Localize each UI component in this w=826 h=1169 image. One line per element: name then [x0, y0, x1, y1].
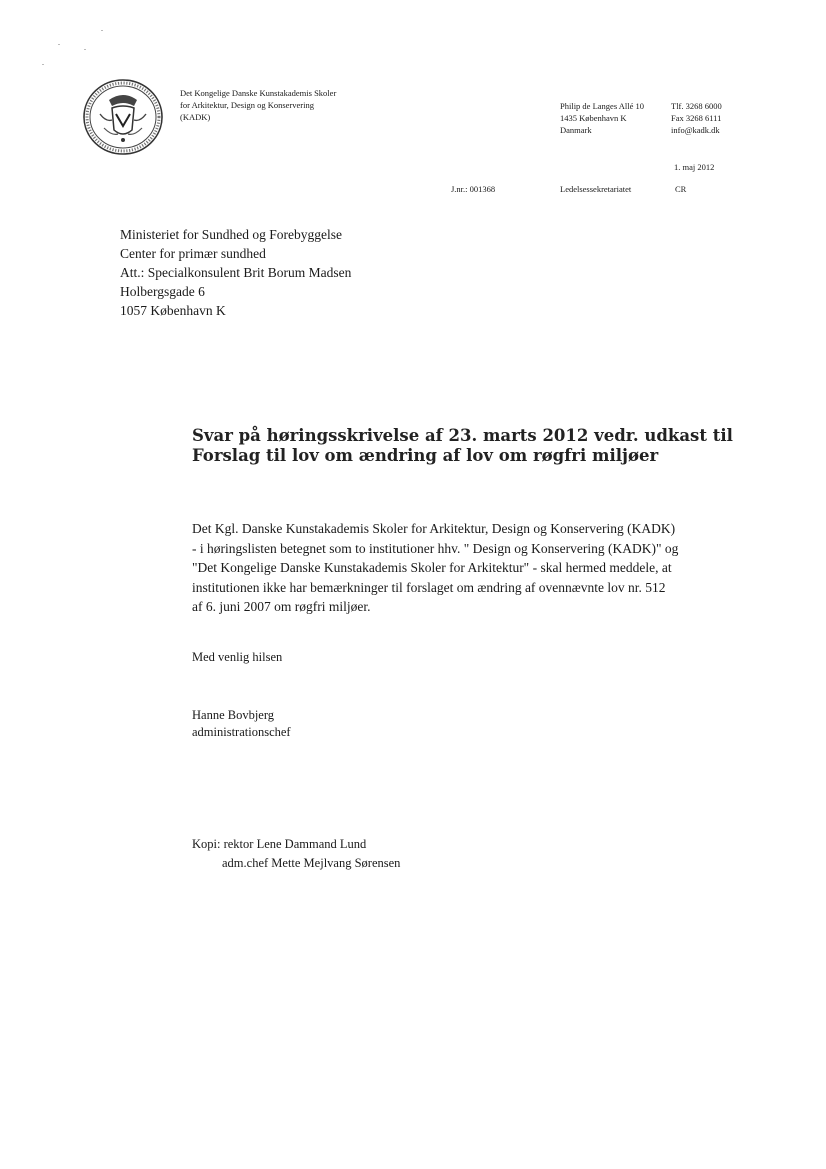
signature-title: administrationschef [192, 725, 291, 739]
institution-name [180, 87, 336, 123]
recipient-line: Ministeriet for Sundhed og Forebyggelse [120, 227, 342, 242]
body-line: "Det Kongelige Danske Kunstakademis Skoler for Arkitektur" - skal hermed meddele, at [192, 560, 672, 575]
postal-address [560, 100, 644, 136]
letter-date: 1. maj 2012 [674, 162, 715, 172]
kadk-seal-logo [82, 78, 164, 156]
body-line: af 6. juni 2007 om røgfri miljøer. [192, 599, 371, 614]
address-line: 1435 København K [560, 113, 627, 123]
signature-block [192, 707, 291, 741]
letter-title [192, 426, 733, 466]
phone-line: Tlf. 3268 6000 [671, 101, 722, 111]
recipient-line: 1057 København K [120, 303, 226, 318]
body-line: - i høringslisten betegnet som to institutioner hhv. " Design og Konservering (KADK)" og [192, 540, 679, 556]
sender-initials: CR [675, 184, 687, 194]
title-line: Svar på høringsskrivelse af 23. marts 2012 vedr. udkast til [192, 426, 733, 445]
letter-body [192, 519, 732, 617]
department: Ledelsessekretariatet [560, 184, 632, 194]
copy-recipients [192, 835, 400, 873]
email-line: info@kadk.dk [671, 125, 720, 135]
institution-line: Det Kongelige Danske Kunstakademis Skoler [180, 88, 337, 98]
copy-line: adm.chef Mette Mejlvang Sørensen [222, 856, 401, 870]
scan-speck [84, 49, 86, 50]
recipient-line: Holbergsgade 6 [120, 284, 205, 299]
contact-info [671, 100, 722, 136]
address-line: Philip de Langes Allé 10 [560, 101, 645, 111]
scan-speck [42, 64, 44, 65]
journal-number: J.nr.: 001368 [451, 184, 496, 194]
scan-speck [58, 44, 60, 45]
title-line: Forslag til lov om ændring af lov om røgfri miljøer [192, 446, 659, 465]
address-line: Danmark [560, 125, 592, 135]
body-line: institutionen ikke har bemærkninger til forslaget om ændring af ovennævnte lov nr. 512 [192, 579, 666, 595]
institution-line: (KADK) [180, 112, 211, 122]
recipient-address [120, 225, 351, 320]
scan-speck [101, 30, 103, 31]
signature-name: Hanne Bovbjerg [192, 708, 275, 722]
recipient-line: Center for primær sundhed [120, 246, 266, 261]
institution-line: for Arkitektur, Design og Konservering [180, 100, 314, 110]
fax-line: Fax 3268 6111 [671, 113, 722, 123]
recipient-line: Att.: Specialkonsulent Brit Borum Madsen [120, 265, 352, 280]
copy-line: Kopi: rektor Lene Dammand Lund [192, 837, 367, 851]
closing-greeting: Med venlig hilsen [192, 650, 283, 664]
body-line: Det Kgl. Danske Kunstakademis Skoler for Arkitektur, Design og Konservering (KADK) [192, 521, 676, 536]
